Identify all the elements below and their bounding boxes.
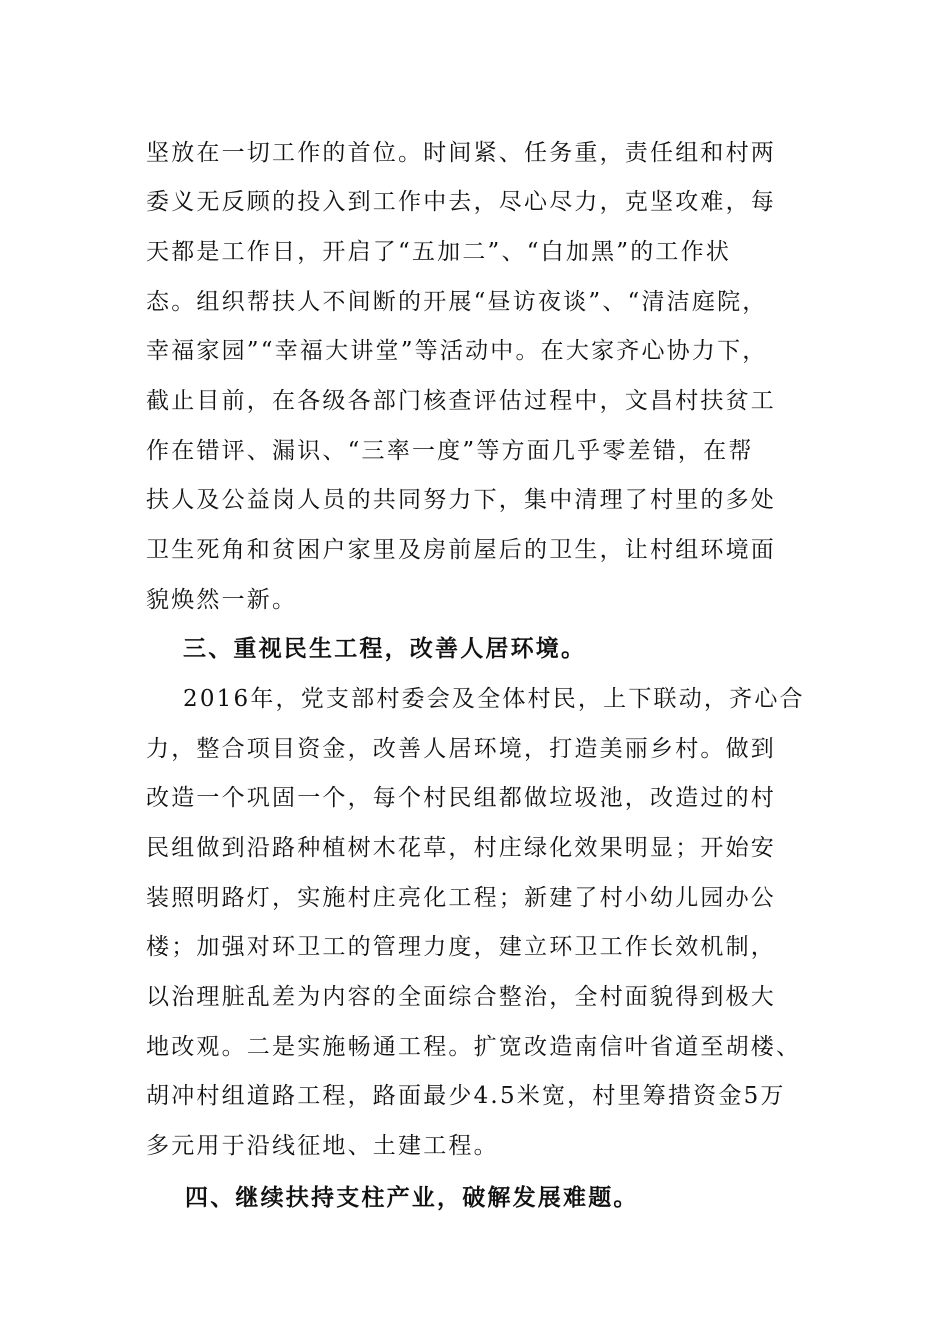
paragraph-1-line-10: 貌焕然一新。 xyxy=(146,587,298,613)
paragraph-2-line-6: 楼；加强对环卫工的管理力度，建立环卫工作长效机制， xyxy=(146,934,776,960)
paragraph-2-line-5: 装照明路灯，实施村庄亮化工程；新建了村小幼儿园办公 xyxy=(146,885,776,911)
paragraph-2-line-9: 胡冲村组道路工程，路面最少4.5米宽，村里筹措资金5万 xyxy=(146,1083,786,1109)
paragraph-1-line-9: 卫生死角和贫困户家里及房前屋后的卫生，让村组环境面 xyxy=(146,537,776,563)
paragraph-2-line-7: 以治理脏乱差为内容的全面综合整治，全村面貌得到极大 xyxy=(146,984,776,1010)
paragraph-2-line-1: 2016年，党支部村委会及全体村民，上下联动，齐心合 xyxy=(183,686,805,712)
section-4-heading: 四、继续扶持支柱产业，破解发展难题。 xyxy=(185,1184,639,1211)
paragraph-1-line-2: 委义无反顾的投入到工作中去，尽心尽力，克坚攻难，每 xyxy=(146,189,776,215)
paragraph-2-line-8: 地改观。二是实施畅通工程。扩宽改造南信叶省道至胡楼、 xyxy=(146,1034,802,1060)
section-3-heading: 三、重视民生工程，改善人居环境。 xyxy=(183,635,587,662)
paragraph-2-line-2: 力，整合项目资金，改善人居环境，打造美丽乡村。做到 xyxy=(146,736,776,762)
paragraph-2-line-4: 民组做到沿路种植树木花草，村庄绿化效果明显；开始安 xyxy=(146,835,776,861)
paragraph-2-line-10: 多元用于沿线征地、土建工程。 xyxy=(146,1133,499,1159)
paragraph-2-line-3: 改造一个巩固一个，每个村民组都做垃圾池，改造过的村 xyxy=(146,785,776,811)
paragraph-1-line-1: 坚放在一切工作的首位。时间紧、任务重，责任组和村两 xyxy=(146,140,776,166)
paragraph-1-line-3: 天都是工作日，开启了“五加二”、“白加黑”的工作状 xyxy=(146,239,732,265)
paragraph-1-line-4: 态。组织帮扶人不间断的开展“昼访夜谈”、“清洁庭院， xyxy=(146,289,768,315)
paragraph-1-line-7: 作在错评、漏识、“三率一度”等方面几乎零差错，在帮 xyxy=(146,438,754,464)
paragraph-1-line-8: 扶人及公益岗人员的共同努力下，集中清理了村里的多处 xyxy=(146,487,776,513)
paragraph-1-line-6: 截止目前，在各级各部门核查评估过程中，文昌村扶贫工 xyxy=(146,388,776,414)
paragraph-1-line-5: 幸福家园”“幸福大讲堂”等活动中。在大家齐心协力下， xyxy=(146,338,768,364)
